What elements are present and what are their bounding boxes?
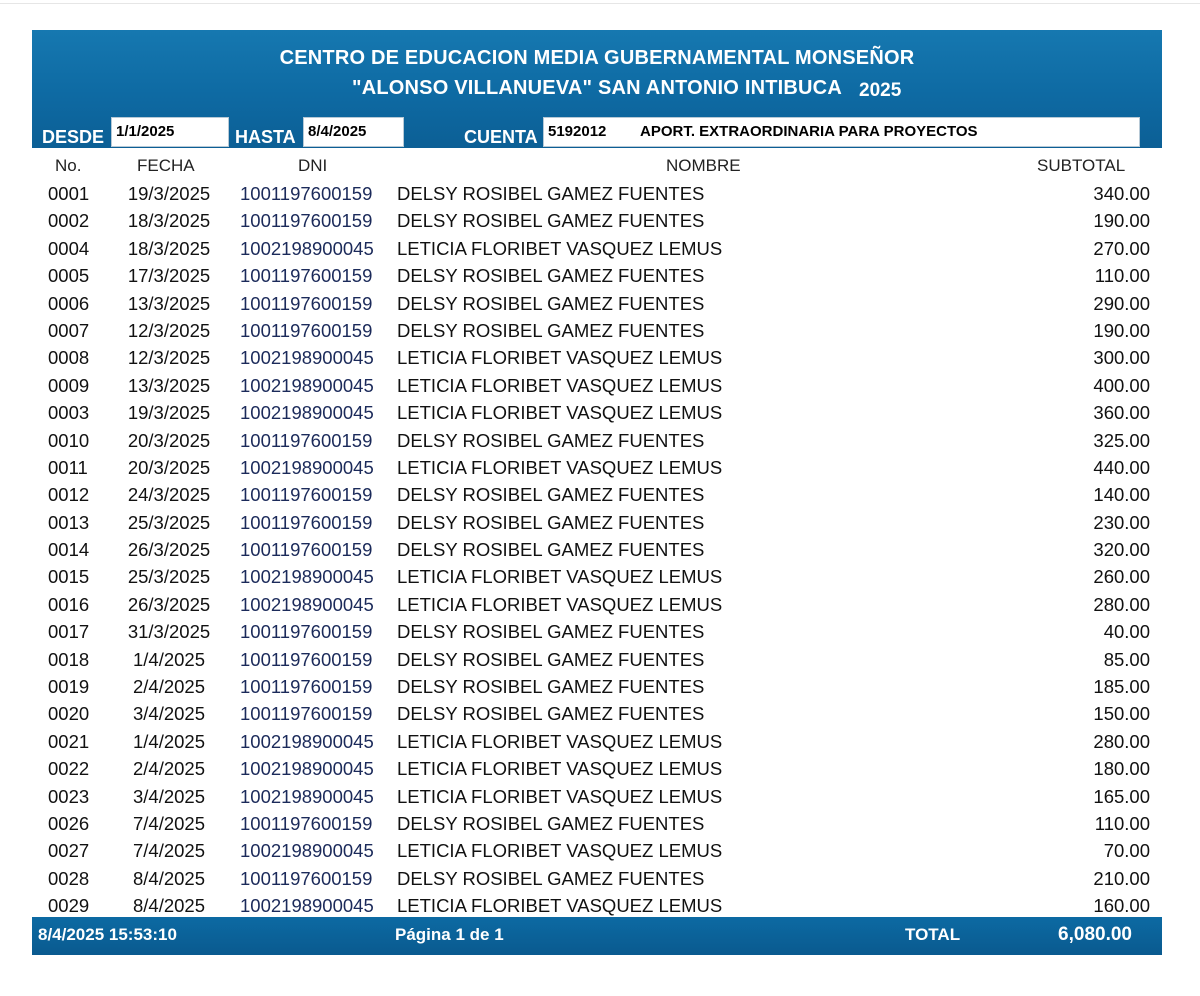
row-nombre: DELSY ROSIBEL GAMEZ FUENTES [397, 484, 705, 506]
row-subtotal: 165.00 [1093, 785, 1150, 807]
row-subtotal: 280.00 [1093, 593, 1150, 615]
col-header-fecha: FECHA [137, 156, 195, 175]
row-fecha: 26/3/2025 [127, 539, 211, 561]
row-subtotal: 340.00 [1093, 183, 1150, 204]
row-no: 0003 [48, 402, 90, 424]
row-no: 0008 [48, 347, 90, 369]
row-nombre: DELSY ROSIBEL GAMEZ FUENTES [397, 511, 705, 533]
row-fecha: 12/3/2025 [127, 347, 211, 369]
row-fecha: 8/4/2025 [132, 895, 205, 917]
row-subtotal: 230.00 [1093, 511, 1150, 533]
report-title-line2-text: "ALONSO VILLANUEVA" SAN ANTONIO INTIBUCA [352, 77, 842, 99]
table-row [0, 290, 1200, 317]
hasta-label: HASTA [235, 127, 296, 147]
row-subtotal: 160.00 [1093, 895, 1150, 917]
row-fecha: 1/4/2025 [132, 730, 205, 752]
table-row [0, 728, 1200, 755]
row-fecha: 19/3/2025 [127, 183, 211, 204]
row-dni: 1001197600159 [240, 812, 373, 834]
row-nombre: LETICIA FLORIBET VASQUEZ LEMUS [397, 237, 723, 259]
row-subtotal: 190.00 [1093, 210, 1150, 232]
row-nombre: DELSY ROSIBEL GAMEZ FUENTES [397, 676, 705, 698]
row-no: 0016 [48, 593, 90, 615]
row-dni: 1001197600159 [240, 867, 373, 889]
row-nombre: LETICIA FLORIBET VASQUEZ LEMUS [397, 374, 723, 396]
row-subtotal: 290.00 [1093, 292, 1150, 314]
row-dni: 1001197600159 [240, 621, 373, 643]
row-nombre: DELSY ROSIBEL GAMEZ FUENTES [397, 648, 705, 670]
table-row [0, 509, 1200, 536]
row-subtotal: 280.00 [1093, 730, 1150, 752]
row-dni: 1002198900045 [240, 840, 374, 862]
row-no: 0012 [48, 484, 90, 506]
row-dni: 1001197600159 [240, 676, 373, 698]
cuenta-label: CUENTA [464, 127, 538, 147]
row-nombre: LETICIA FLORIBET VASQUEZ LEMUS [397, 347, 723, 369]
row-no: 0015 [48, 566, 90, 588]
table-row [0, 344, 1200, 371]
row-dni: 1002198900045 [240, 785, 374, 807]
row-fecha: 17/3/2025 [127, 265, 211, 287]
table-row [0, 673, 1200, 700]
row-nombre: DELSY ROSIBEL GAMEZ FUENTES [397, 812, 705, 834]
row-nombre: LETICIA FLORIBET VASQUEZ LEMUS [397, 566, 723, 588]
row-fecha: 1/4/2025 [132, 648, 205, 670]
table-row [0, 563, 1200, 590]
row-fecha: 19/3/2025 [127, 402, 211, 424]
table-row [0, 372, 1200, 399]
report-year: 2025 [859, 80, 902, 101]
row-fecha: 7/4/2025 [132, 812, 205, 834]
row-no: 0029 [48, 895, 90, 917]
row-dni: 1001197600159 [240, 703, 373, 725]
row-no: 0027 [48, 840, 90, 862]
row-subtotal: 325.00 [1093, 429, 1150, 451]
row-fecha: 7/4/2025 [132, 840, 205, 862]
row-fecha: 20/3/2025 [127, 429, 211, 451]
row-dni: 1001197600159 [240, 539, 373, 561]
row-nombre: DELSY ROSIBEL GAMEZ FUENTES [397, 867, 705, 889]
row-no: 0002 [48, 210, 90, 232]
table-row [0, 865, 1200, 892]
row-fecha: 13/3/2025 [127, 374, 211, 396]
row-subtotal: 180.00 [1093, 758, 1150, 780]
row-nombre: DELSY ROSIBEL GAMEZ FUENTES [397, 292, 705, 314]
cuenta-name: APORT. EXTRAORDINARIA PARA PROYECTOS [640, 123, 978, 140]
row-fecha: 13/3/2025 [127, 292, 211, 314]
row-nombre: LETICIA FLORIBET VASQUEZ LEMUS [397, 456, 723, 478]
row-subtotal: 360.00 [1093, 402, 1150, 424]
row-nombre: LETICIA FLORIBET VASQUEZ LEMUS [397, 840, 723, 862]
row-subtotal: 300.00 [1093, 347, 1150, 369]
row-dni: 1001197600159 [240, 648, 373, 670]
col-header-dni: DNI [298, 156, 328, 175]
total-label: TOTAL [905, 925, 961, 944]
row-no: 0017 [48, 621, 90, 643]
row-dni: 1002198900045 [240, 895, 374, 917]
row-no: 0021 [48, 730, 90, 752]
report-title-line1: CENTRO DE EDUCACION MEDIA GUBERNAMENTAL MONSEÑOR [279, 47, 915, 69]
row-fecha: 2/4/2025 [132, 758, 205, 780]
row-dni: 1001197600159 [240, 429, 373, 451]
table-row [0, 892, 1200, 919]
row-subtotal: 140.00 [1093, 484, 1150, 506]
table-row [0, 700, 1200, 727]
row-dni: 1001197600159 [240, 292, 373, 314]
row-subtotal: 320.00 [1093, 539, 1150, 561]
top-divider [0, 3, 1200, 4]
row-nombre: DELSY ROSIBEL GAMEZ FUENTES [397, 319, 705, 341]
footer-page-indicator: Página 1 de 1 [395, 925, 504, 944]
row-dni: 1002198900045 [240, 566, 374, 588]
row-nombre: DELSY ROSIBEL GAMEZ FUENTES [397, 265, 705, 287]
row-dni: 1002198900045 [240, 593, 374, 615]
report-header [32, 30, 1162, 148]
row-subtotal: 210.00 [1093, 867, 1150, 889]
row-subtotal: 400.00 [1093, 374, 1150, 396]
row-fecha: 20/3/2025 [127, 456, 211, 478]
row-nombre: DELSY ROSIBEL GAMEZ FUENTES [397, 429, 705, 451]
row-nombre: LETICIA FLORIBET VASQUEZ LEMUS [397, 593, 723, 615]
row-fecha: 8/4/2025 [132, 867, 205, 889]
row-no: 0019 [48, 676, 90, 698]
row-dni: 1002198900045 [240, 374, 374, 396]
col-header-nombre: NOMBRE [666, 156, 741, 175]
row-subtotal: 85.00 [1103, 648, 1150, 670]
row-subtotal: 110.00 [1094, 265, 1150, 287]
footer-timestamp: 8/4/2025 15:53:10 [38, 925, 177, 944]
row-fecha: 12/3/2025 [127, 319, 211, 341]
table-row [0, 783, 1200, 810]
row-dni: 1001197600159 [240, 265, 373, 287]
row-subtotal: 270.00 [1093, 237, 1150, 259]
desde-label: DESDE [42, 127, 105, 147]
report-footer [32, 917, 1162, 955]
row-dni: 1002198900045 [240, 758, 374, 780]
table-row [0, 646, 1200, 673]
col-header-no: No. [55, 156, 82, 175]
row-fecha: 26/3/2025 [127, 593, 211, 615]
desde-field[interactable]: 1/1/2025 [111, 117, 229, 147]
table-row [0, 810, 1200, 837]
row-no: 0007 [48, 319, 90, 341]
row-nombre: LETICIA FLORIBET VASQUEZ LEMUS [397, 730, 723, 752]
hasta-field[interactable]: 8/4/2025 [303, 117, 404, 147]
row-no: 0014 [48, 539, 90, 561]
row-dni: 1002198900045 [240, 730, 374, 752]
col-header-subtotal: SUBTOTAL [1037, 156, 1126, 175]
cuenta-field[interactable] [543, 117, 1140, 147]
row-subtotal: 440.00 [1093, 456, 1150, 478]
row-fecha: 24/3/2025 [127, 484, 211, 506]
row-dni: 1002198900045 [240, 456, 374, 478]
table-row [0, 755, 1200, 782]
row-no: 0001 [48, 183, 90, 204]
row-fecha: 18/3/2025 [127, 210, 211, 232]
row-no: 0022 [48, 758, 90, 780]
table-row [0, 399, 1200, 426]
row-subtotal: 150.00 [1093, 703, 1150, 725]
row-dni: 1001197600159 [240, 511, 373, 533]
table-body [0, 180, 1200, 920]
row-dni: 1001197600159 [240, 484, 373, 506]
row-fecha: 25/3/2025 [127, 511, 211, 533]
row-subtotal: 190.00 [1093, 319, 1150, 341]
row-no: 0004 [48, 237, 90, 259]
table-row [0, 536, 1200, 563]
row-fecha: 3/4/2025 [132, 785, 205, 807]
table-row [0, 618, 1200, 645]
row-subtotal: 185.00 [1093, 676, 1150, 698]
row-fecha: 31/3/2025 [127, 621, 211, 643]
table-row [0, 427, 1200, 454]
row-fecha: 3/4/2025 [132, 703, 205, 725]
table-row [0, 207, 1200, 234]
row-no: 0010 [48, 429, 90, 451]
table-row [0, 317, 1200, 344]
row-subtotal: 70.00 [1103, 840, 1150, 862]
row-dni: 1002198900045 [240, 402, 374, 424]
row-nombre: DELSY ROSIBEL GAMEZ FUENTES [397, 703, 705, 725]
row-no: 0028 [48, 867, 90, 889]
row-no: 0009 [48, 374, 90, 396]
row-no: 0020 [48, 703, 90, 725]
row-no: 0006 [48, 292, 90, 314]
report-title-line2 [32, 77, 1162, 100]
row-dni: 1001197600159 [240, 319, 373, 341]
row-dni: 1002198900045 [240, 237, 374, 259]
total-value: 6,080.00 [1058, 924, 1132, 945]
table-row [0, 591, 1200, 618]
row-no: 0011 [48, 456, 88, 478]
row-no: 0013 [48, 511, 90, 533]
row-dni: 1001197600159 [240, 210, 373, 232]
row-nombre: DELSY ROSIBEL GAMEZ FUENTES [397, 539, 705, 561]
row-no: 0005 [48, 265, 90, 287]
table-row [0, 262, 1200, 289]
table-row [0, 454, 1200, 481]
row-subtotal: 40.00 [1103, 621, 1150, 643]
row-no: 0023 [48, 785, 90, 807]
row-no: 0018 [48, 648, 90, 670]
table-row [0, 837, 1200, 864]
row-fecha: 18/3/2025 [127, 237, 211, 259]
row-subtotal: 110.00 [1094, 812, 1150, 834]
cuenta-code: 5192012 [548, 123, 607, 140]
row-nombre: LETICIA FLORIBET VASQUEZ LEMUS [397, 402, 723, 424]
table-row [0, 481, 1200, 508]
row-nombre: LETICIA FLORIBET VASQUEZ LEMUS [397, 785, 723, 807]
row-fecha: 25/3/2025 [127, 566, 211, 588]
table-row [0, 235, 1200, 262]
row-nombre: DELSY ROSIBEL GAMEZ FUENTES [397, 183, 705, 204]
row-fecha: 2/4/2025 [132, 676, 205, 698]
row-dni: 1001197600159 [240, 183, 373, 204]
row-nombre: LETICIA FLORIBET VASQUEZ LEMUS [397, 895, 723, 917]
row-no: 0026 [48, 812, 90, 834]
row-subtotal: 260.00 [1093, 566, 1150, 588]
table-row [0, 180, 1200, 207]
row-nombre: LETICIA FLORIBET VASQUEZ LEMUS [397, 758, 723, 780]
row-nombre: DELSY ROSIBEL GAMEZ FUENTES [397, 621, 705, 643]
row-nombre: DELSY ROSIBEL GAMEZ FUENTES [397, 210, 705, 232]
row-dni: 1002198900045 [240, 347, 374, 369]
